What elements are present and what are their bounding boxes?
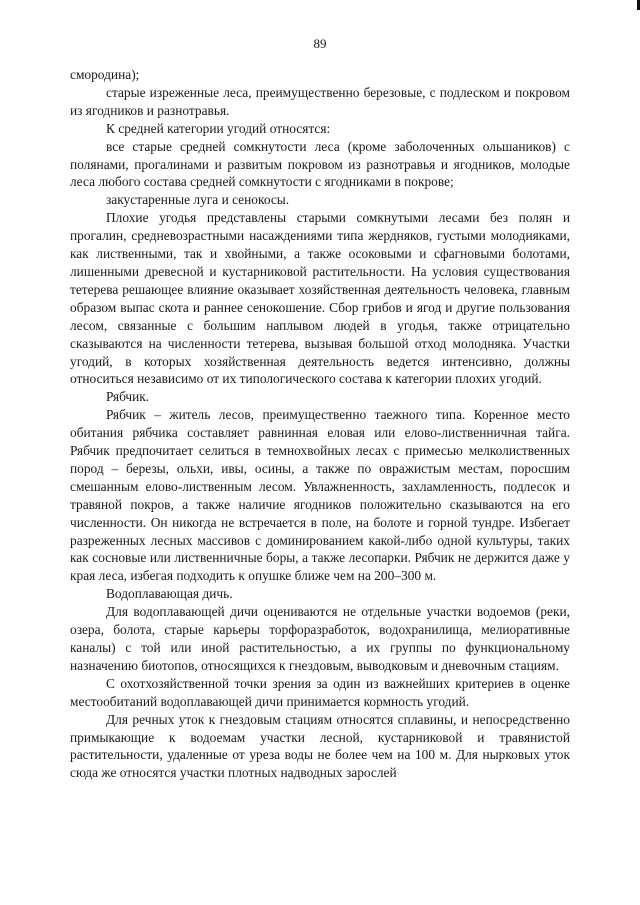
paragraph: Водоплавающая дичь. [106,586,233,602]
paragraph: Рябчик – житель лесов, преимущественно таежного типа. Коренное место обитания рябчика составляет равнинная еловая или елово-лиственничная тайга. Рябчик предпочитает селиться в темнохвойных лесах с примесью мелколиственных пород – березы, ольхи, ивы, осины, а также по овражистым местам, поросшим смешанным елово-лиственным лесом. Увлажненность, захламленность, подлесок и травяной покров, а также наличие ягодников положительно сказываются на его численности. Он никогда не встречается в поле, на болоте и горной тундре. Избегает разреженных лесных массивов с доминированием какой-либо одной культуры, таких как сосновые или лиственничные боры, а также лесопарки. Рябчик не держится даже у края леса, избегая подходить к опушке ближе чем на 200–300 м. [70,407,570,584]
paragraph: смородина); [70,67,140,82]
page-number: 89 [313,36,327,51]
paragraph: Для речных уток к гнездовым стациям относятся сплавины, и непосредственно примыкающие к водоемам участки лесной, кустарниковой и травянистой растительности, удаленные от уреза воды не более чем на 100 м. Для нырковых уток сюда же относятся участки плотных надводных зарослей [70,711,570,781]
paragraph: С охотхозяйственной точки зрения за один из важнейших критериев в оценке местообитаний водоплавающей дичи принимается кормность угодий. [70,675,570,709]
paragraph: Плохие угодья представлены старыми сомкнутыми лесами без полян и прогалин, средневозрастными насаждениями типа жердняков, густыми молодняками, как лиственными, так и хвойными, а также осоковыми и сфагновыми болотами, лишенными древесной и кустарниковой растительности. На условия существования тетерева решающее влияние оказывает хозяйственная деятельность человека, главным образом выпас скота и раннее сенокошение. Сбор грибов и ягод и другие пользования лесом, связанные с большим наплывом людей в угодья, также отрицательно сказываются на численности тетерева, вызывая большой отход молодняка. Участки угодий, в которых хозяйственная деятельность ведется интенсивно, должны относиться независимо от их типологического состава к категории плохих угодий. [70,210,570,387]
paragraph: все старые средней сомкнутости леса (кроме заболоченных ольшаников) с полянами, прогалинами и развитым покровом из разнотравья и ягодников, молодые леса любого состава средней сомкнутости с ягодниками в покрове; [70,138,570,190]
paragraph: Рябчик. [106,389,150,405]
page-body [70,66,570,782]
paragraph: старые изреженные леса, преимущественно березовые, с подлеском и покровом из ягодников и разнотравья. [70,84,570,118]
paragraph: закустаренные луга и сенокосы. [106,192,290,208]
paragraph: К средней категории угодий относятся: [106,120,331,136]
paragraph: Для водоплавающей дичи оцениваются не отдельные участки водоемов (реки, озера, болота, старые карьеры торфоразработок, водохранилища, мелиоративные каналы) с той или иной растительностью, а их группы по функциональному назначению биотопов, относящихся к гнездовым, выводковым и дневочным стациям. [70,604,570,673]
